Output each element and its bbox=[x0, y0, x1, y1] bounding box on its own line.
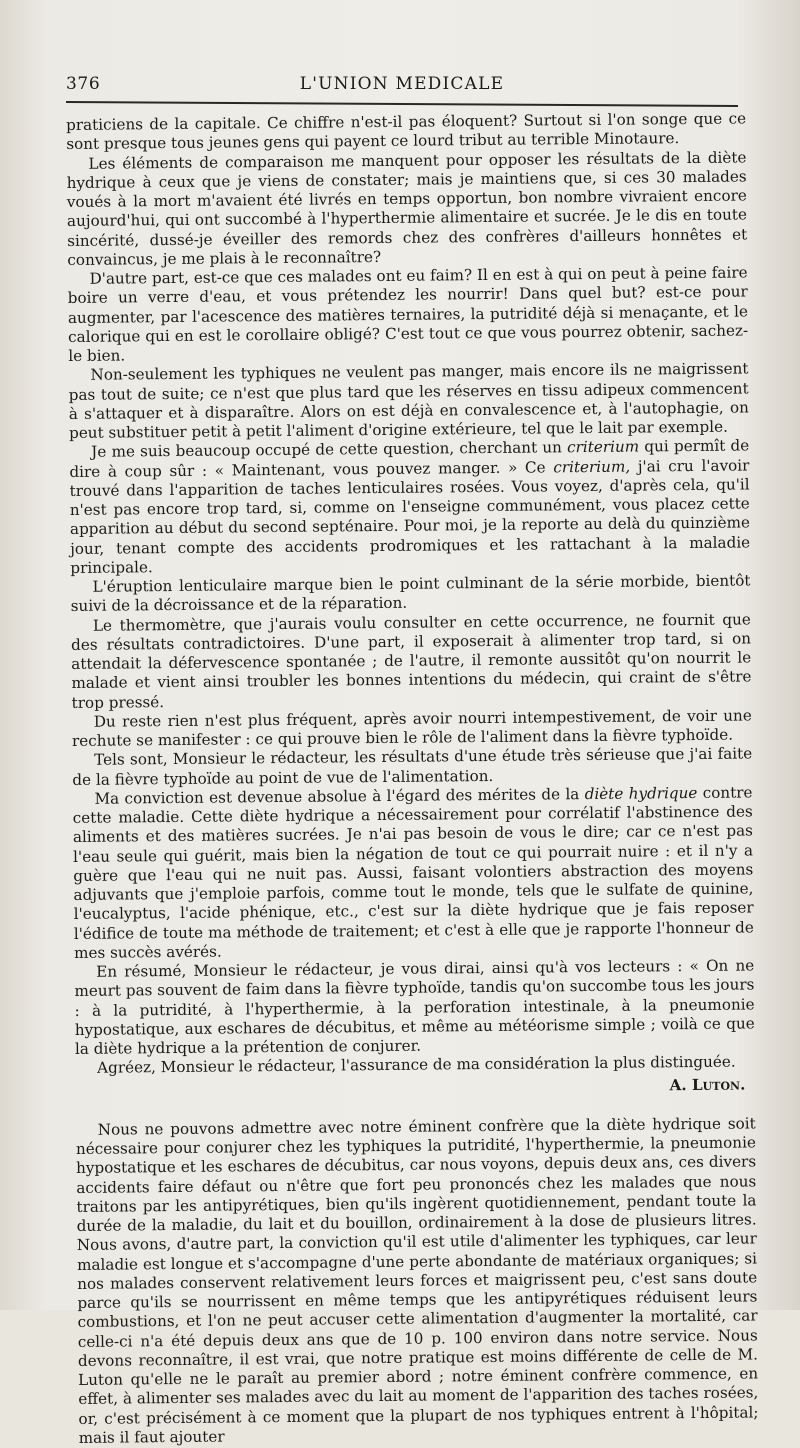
header-rule bbox=[66, 101, 738, 107]
text-run: contre cette maladie. Cette diète hydrique a nécessairement pour corrélatif l'abstinence des aliments et des matières sucrées. Je n'ai pas besoin de vous le dire; car ce n'est pas l'eau seule qui guérit, mais bien la négation de tout ce qui pourrait nuire : et il n'y a guère que l'eau qui ne nuit pas. Aussi, faisant volontiers abstraction des moyens adjuvants que j'emploie parfois, comme tout le monde, tels que le sulfate de quinine, l'eucalyptus, l'acide phénique, etc., c'est sur la diète hydrique que je fais reposer l'édifice de toute ma méthode de traitement; et c'est à elle que je rapporte l'honneur de mes succès avérés. bbox=[72, 783, 754, 962]
text-run: qui permît de dire à coup sûr : « Maintenant, vous pouvez manger. » Ce bbox=[69, 436, 750, 481]
text-run: Je me suis beaucoup occupé de cette question, cherchant un bbox=[91, 438, 568, 462]
paragraph-conviction bbox=[72, 783, 754, 963]
paragraph: Du reste rien n'est plus fréquent, après avoir nourri intempestivement, de voir une rechute se manifester : ce qui prouve bien le rôle de l'aliment dans la fièvre typhoïde. bbox=[71, 706, 752, 750]
paragraph: Tels sont, Monsieur le rédacteur, les résultats d'une étude très sérieuse que j'ai faite de la fièvre typhoïde au point de vue de l'alimentation. bbox=[72, 744, 753, 789]
page-header bbox=[66, 74, 738, 98]
text-run: j'ai cru l'avoir trouvé dans l'apparition de taches lenticulaires rosées. Vous voyez, d'après cela, qu'il n'est pas encore trop tard, si, comme on l'enseigne communément, vous placez cette apparition au début du second septénaire. Pour moi, je la reporte au delà du quinzième jour, tenant compte des accidents prodromiques et les rattachant à la maladie principale. bbox=[69, 455, 751, 577]
editor-response: Nous ne pouvons admettre avec notre éminent confrère que la diète hydrique soit nécessaire pour conjurer chez les typhiques la putridité, l'hyperthermie, la pneumonie hypostatique et les eschares de décubitus, car nous voyons, depuis deux ans, ces divers accidents faire défaut ou n'être que fort peu prononcés chez les malades que nous traitons par les antipyrétiques, bien qu'ils ingèrent quotidiennement, pendant toute la durée de la maladie, du lait et du bouillon, ordinairement à la dose de plusieurs litres. Nous avons, d'autre part, la conviction qu'il est utile d'alimenter les typhiques, car leur maladie est longue et s'accompagne d'une perte abondante de matériaux organiques; si nos malades conservent relativement leurs forces et maigrissent peu, c'est sans doute parce qu'ils se nourrissent en même temps que les antipyrétiques réduisent leurs combustions, et l'on ne peut accuser cette alimentation d'augmenter la mortalité, car celle-ci n'a été depuis deux ans que de 10 p. 100 environ dans notre service. Nous devons reconnaître, il est vrai, que notre pratique est moins différente de celle de M. Luton qu'elle ne le paraît au premier abord ; notre éminent confrère commence, en effet, à alimenter ses malades avec du lait au moment de l'apparition des taches rosées, or, c'est précisément à ce moment que la plupart de nos typhiques entrent à l'hôpital; mais il faut ajouter bbox=[75, 1114, 759, 1447]
paragraph: praticiens de la capitale. Ce chiffre n'est-il pas éloquent? Surtout si l'on songe que ce sont presque tous jeunes gens qui payent ce lourd tribut au terrible Minotaure. bbox=[66, 109, 747, 154]
paragraph: Les éléments de comparaison me manquent pour opposer les résultats de la diète hydrique à ceux que je viens de constater; mais je maintiens que, si ces 30 malades voués à la mort m'avaient été livrés en temps opportun, bon nombre vivraient encore aujourd'hui, qui ont succombé à l'hyperthermie alimentaire et sucrée. Je le dis en toute sincérité, dussé-je éveiller des remords chez des confrères d'ailleurs honnêtes et convaincus, je me plais à le reconnaître? bbox=[66, 147, 748, 269]
paragraph: L'éruption lenticulaire marque bien le point culminant de la série morbide, bientôt suivi de la décroissance et de la réparation. bbox=[70, 571, 751, 616]
italic-term: criterium bbox=[567, 437, 640, 457]
paragraph: D'autre part, est-ce que ces malades ont eu faim? Il en est à qui on peut à peine faire boire un verre d'eau, et vous prétendez les nourrir! Dans quel but? est-ce pour augmenter, par l'acescence des matières ternaires, la putridité déjà si menaçante, et le calorique qui en est le corollaire obligé? C'est tout ce que vous pourrez obtenir, sachez-le bien. bbox=[67, 263, 749, 365]
signature: A. Luton. bbox=[669, 1075, 746, 1094]
paragraph-criterium bbox=[69, 437, 750, 578]
paragraph: Agréez, Monsieur le rédacteur, l'assurance de ma considération la plus distinguée. bbox=[97, 1052, 736, 1077]
italic-term: diète hydrique bbox=[584, 783, 698, 803]
article-body bbox=[66, 109, 759, 1447]
page-number: 376 bbox=[66, 74, 101, 94]
running-title: L'UNION MEDICALE bbox=[299, 74, 505, 94]
text-run: Ma conviction est devenue absolue à l'égard des mérites de la bbox=[94, 784, 585, 808]
paragraph: En résumé, Monsieur le rédacteur, je vous dirai, ainsi qu'à vos lecteurs : « On ne meurt pas souvent de faim dans la fièvre typhoïde, tandis qu'on succombe tous les jours : à la putridité, à l'hyperthermie, à la perforation intestinale, à la pneumonie hypostatique, aux eschares de décubitus, et même au météorisme simple ; voilà ce que la diète hydrique a la prétention de conjurer. bbox=[74, 956, 755, 1058]
italic-term: criterium, bbox=[553, 457, 631, 476]
paragraph: Le thermomètre, que j'aurais voulu consulter en cette occurrence, ne fournit que des résultats contradictoires. D'une part, il exposerait à alimenter trop tard, si on attendait la défervescence spontanée ; de l'autre, il remonte aussitôt qu'on nourrit le malade et vient ainsi troubler les bonnes intentions du médecin, qui craint de s'être trop pressé. bbox=[70, 609, 752, 712]
paragraph: Non-seulement les typhiques ne veulent pas manger, mais encore ils ne maigrissent pas tout de suite; ce n'est que plus tard que les réserves en tissu adipeux commencent à s'attaquer et à disparaître. Alors on est déjà en convalescence et, à l'autophagie, on peut substituer petit à petit l'aliment d'origine extérieure, tel que le lait par exemple. bbox=[68, 359, 749, 442]
